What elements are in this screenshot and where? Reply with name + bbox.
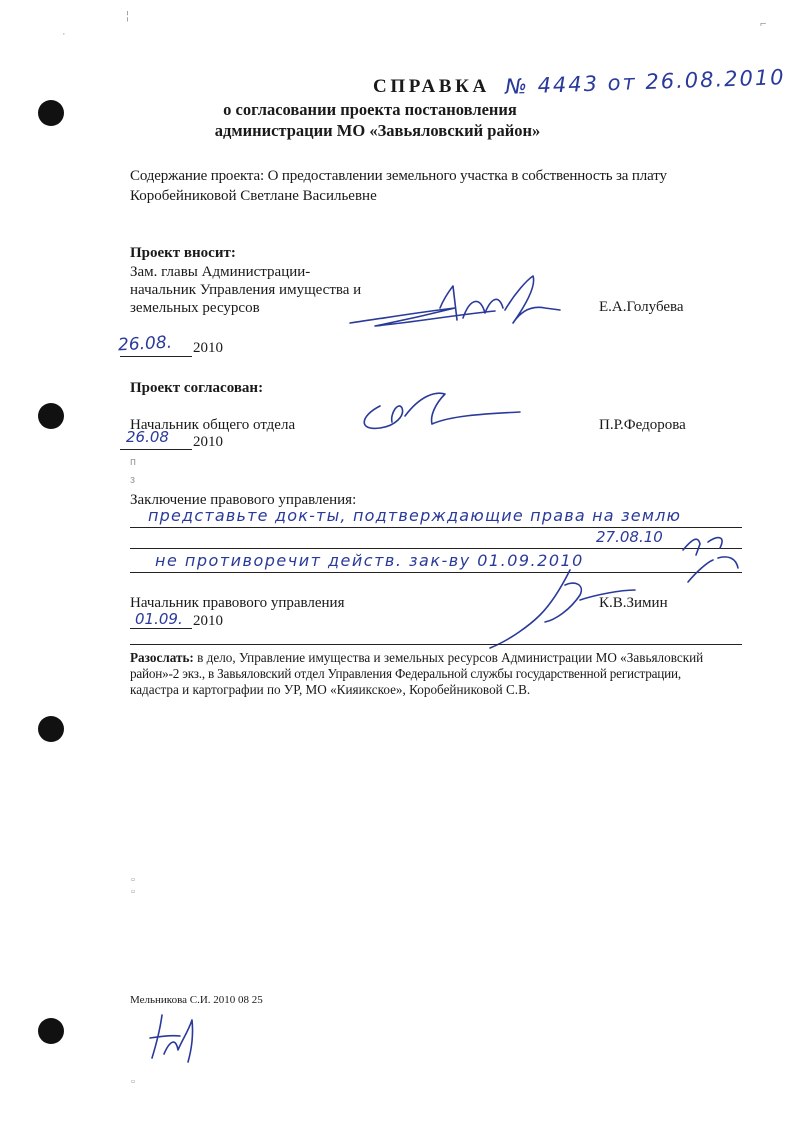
scan-speck: ▫ [131, 1076, 135, 1088]
author-footer: Мельникова С.И. 2010 08 25 [130, 994, 263, 1006]
distribution-block [130, 650, 742, 698]
submitter-position: Зам. главы Администрации- [130, 264, 311, 280]
distribution-text: район»-2 экз., в Завьяловский отдел Управления Федеральной службы государственной регистрации, [130, 666, 681, 681]
punch-hole [38, 403, 64, 429]
scan-speck: ▫ [131, 874, 135, 886]
fedorova-signature [350, 386, 530, 436]
document-subtitle-line1: о согласовании проекта постановления [223, 100, 517, 119]
zimin-signature [470, 560, 640, 650]
approval-date-handwritten: 26.08 [126, 428, 169, 446]
approval-name: П.Р.Федорова [599, 417, 686, 433]
distribution-separator [130, 644, 742, 645]
scan-speck: ¦ [126, 10, 129, 22]
legal-conclusion-date: 27.08.10 [596, 528, 663, 546]
author-signature [142, 1010, 202, 1065]
document-title: СПРАВКА [373, 76, 490, 97]
scan-speck: п [130, 456, 136, 468]
submitter-date-year: 2010 [193, 340, 223, 356]
approval-date-year: 2010 [193, 434, 223, 450]
approval-date-underline [120, 449, 192, 450]
legal-heading: Заключение правового управления: [130, 492, 357, 508]
legal-line-2 [130, 548, 742, 549]
legal-date-underline [130, 628, 192, 629]
legal-conclusion-handwritten-2: не противоречит действ. зак-ву 01.09.2010 [155, 551, 584, 570]
legal-conclusion-handwritten: представьте док-ты, подтверждающие права на землю [148, 506, 682, 525]
document-subtitle-line2: администрации МО «Завьяловский район» [214, 121, 541, 140]
distribution-text: в дело, Управление имущества и земельных ресурсов Администрации МО «Завьяловский [197, 650, 704, 665]
submitter-position: земельных ресурсов [130, 300, 260, 316]
submitter-position: начальник Управления имущества и [130, 282, 362, 298]
submitter-date-handwritten: 26.08. [117, 332, 173, 356]
scan-speck: ▫ [131, 886, 135, 898]
scan-speck: · [62, 28, 66, 40]
scan-speck: з [130, 474, 136, 486]
submitter-name: Е.А.Голубева [599, 299, 684, 315]
approval-heading: Проект согласован: [130, 380, 264, 396]
project-content-line2: Коробейниковой Светлане Васильевне [130, 188, 377, 204]
legal-date-year: 2010 [193, 613, 223, 629]
punch-hole [38, 1018, 64, 1044]
legal-line-3 [130, 572, 742, 573]
distribution-label: Разослать: [130, 650, 194, 665]
scan-speck: ⌐ [760, 18, 767, 30]
handwritten-doc-number: № 4443 от 26.08.2010 [504, 65, 786, 99]
approval-position: Начальник общего отдела [130, 417, 296, 433]
legal-date-handwritten: 01.09. [135, 610, 183, 628]
submitter-date-underline [120, 356, 192, 357]
legal-position: Начальник правового управления [130, 595, 345, 611]
golubeva-signature [345, 268, 565, 348]
punch-hole [38, 716, 64, 742]
project-content-line1: Содержание проекта: О предоставлении земельного участка в собственность за плату [130, 168, 667, 184]
distribution-text: кадастра и картографии по УР, МО «Кияикское», Коробейниковой С.В. [130, 682, 531, 697]
legal-initials [678, 530, 748, 585]
legal-name: К.В.Зимин [599, 595, 668, 611]
submitter-heading: Проект вносит: [130, 245, 236, 261]
